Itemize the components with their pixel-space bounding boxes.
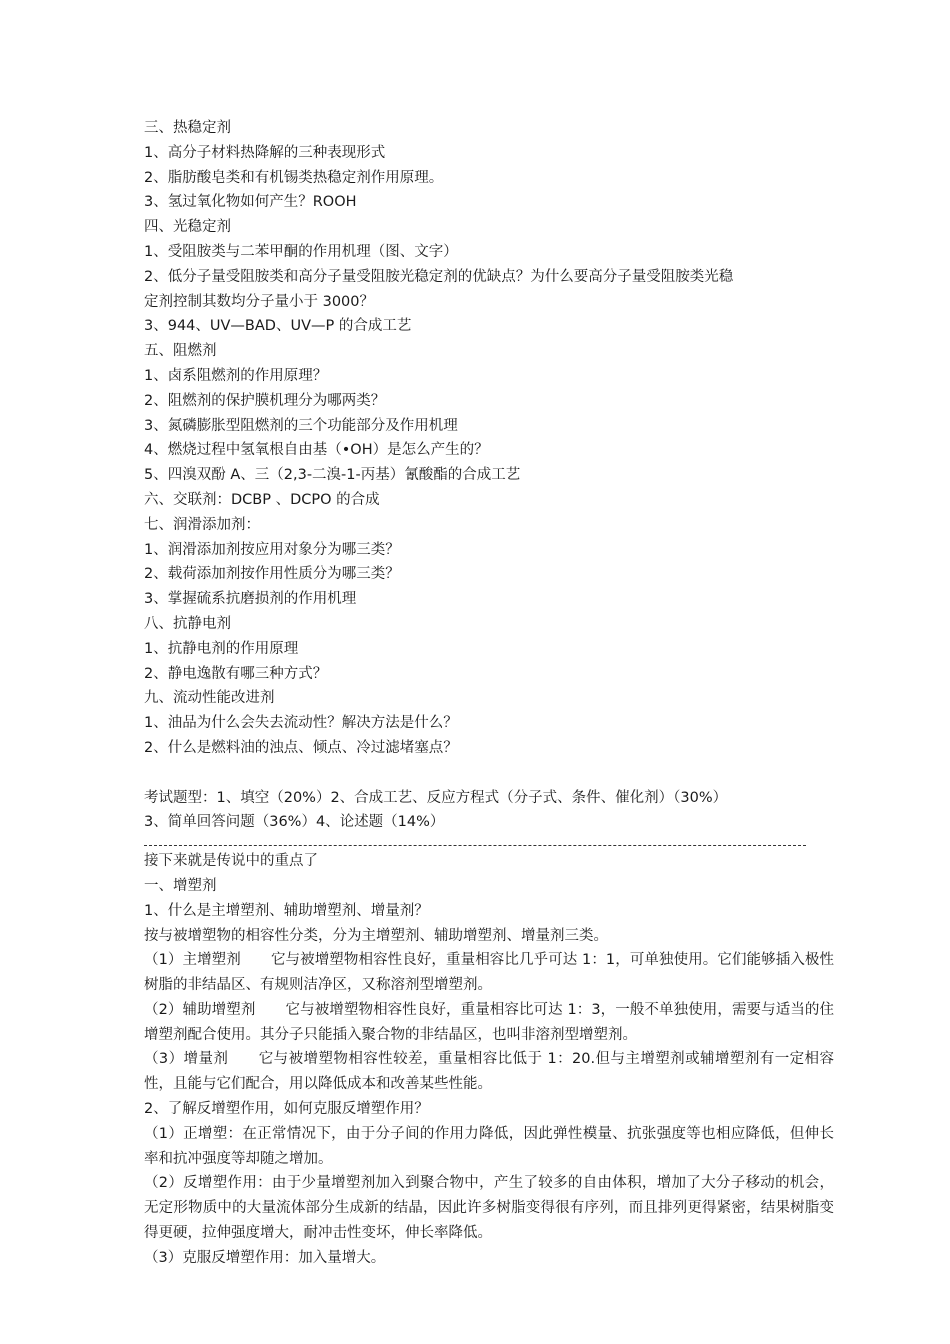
outline-line: 定剂控制其数均分子量小于 3000？ <box>144 293 375 310</box>
definition-label: （3）增量剂 <box>144 1051 229 1068</box>
question: 2、了解反增塑作用，如何克服反增塑作用？ <box>144 1101 429 1118</box>
outline-line: 2、载荷添加剂按作用性质分为哪三类？ <box>144 566 400 583</box>
outline-line: 七、润滑添加剂： <box>144 516 260 533</box>
outline-line: 4、燃烧过程中氢氧根自由基（•OH）是怎么产生的？ <box>144 442 489 459</box>
exam-format-line: 3、简单回答问题（36%）4、论述题（14%） <box>144 814 445 831</box>
definition-paragraph <box>144 998 834 1048</box>
exam-format <box>144 786 834 836</box>
answer-paragraph: （3）克服反增塑作用：加入量增大。 <box>144 1249 386 1266</box>
answer-paragraph: （1）正增塑：在正常情况下，由于分子间的作用力降低，因此弹性模量、抗张强度等也相应降低，但伸长率和抗冲强度等却随之增加。 <box>144 1125 834 1167</box>
outline-line: 2、静电逸散有哪三种方式？ <box>144 665 328 682</box>
outline-line: 六、交联剂：DCBP 、DCPO 的合成 <box>144 491 380 508</box>
definition-text: 它与被增塑物相容性较差，重量相容比低于 1：20.但与主增塑剂或辅增塑剂有一定相容性，且能与它们配合，用以降低成本和改善某些性能。 <box>144 1051 834 1093</box>
definition-label: （2）辅助增塑剂 <box>144 1001 256 1018</box>
outline-line: 八、抗静电剂 <box>144 615 231 632</box>
outline-line: 九、流动性能改进剂 <box>144 690 275 707</box>
outline-line: 3、掌握硫系抗磨损剂的作用机理 <box>144 591 357 608</box>
outline-line: 2、低分子量受阻胺类和高分子量受阻胺光稳定剂的优缺点？为什么要高分子量受阻胺类光稳 <box>144 268 734 285</box>
question: 1、什么是主增塑剂、辅助增塑剂、增量剂？ <box>144 902 429 919</box>
document-body <box>144 116 834 1271</box>
outline-line: 四、光稳定剂 <box>144 219 231 236</box>
outline-line: 3、氮磷膨胀型阻燃剂的三个功能部分及作用机理 <box>144 417 458 434</box>
dashed-divider <box>144 845 806 846</box>
outline-line: 1、高分子材料热降解的三种表现形式 <box>144 144 386 161</box>
definition-text: 它与被增塑物相容性良好，重量相容比几乎可达 1：1，可单独使用。它们能够插入极性树脂的非结晶区、有规则洁净区，又称溶剂型增塑剂。 <box>144 952 834 994</box>
outline-line: 1、抗静电剂的作用原理 <box>144 640 299 657</box>
outline-line: 2、脂肪酸皂类和有机锡类热稳定剂作用原理。 <box>144 169 444 186</box>
outline-line: 3、944、UV—BAD、UV—P 的合成工艺 <box>144 318 412 335</box>
outline-line: 3、氢过氧化物如何产生？ROOH <box>144 194 357 211</box>
definition-text: 它与被增塑物相容性良好，重量相容比可达 1：3，一般不单独使用，需要与适当的住增塑剂配合使用。其分子只能插入聚合物的非结晶区，也叫非溶剂型增塑剂。 <box>144 1001 834 1043</box>
outline-line: 三、热稳定剂 <box>144 120 231 136</box>
exam-format-line: 考试题型：1、填空（20%）2、合成工艺、反应方程式（分子式、条件、催化剂）（30%） <box>144 789 728 806</box>
blank-line <box>144 761 834 786</box>
outline-line: 2、什么是燃料油的浊点、倾点、冷过滤堵塞点？ <box>144 739 458 756</box>
outline-line: 五、阻燃剂 <box>144 343 217 360</box>
definition-label: （1）主增塑剂 <box>144 952 241 969</box>
answer-line: 按与被增塑物的相容性分类，分为主增塑剂、辅助增塑剂、增量剂三类。 <box>144 927 608 944</box>
definition-paragraph <box>144 1047 834 1097</box>
outline-line: 1、卤系阻燃剂的作用原理？ <box>144 367 328 384</box>
section-heading: 一、增塑剂 <box>144 877 217 894</box>
outline-line: 1、受阻胺类与二苯甲酮的作用机理（图、文字） <box>144 243 458 260</box>
key-points-intro: 接下来就是传说中的重点了 <box>144 853 318 870</box>
key-points <box>144 849 834 1271</box>
outline-line: 5、四溴双酚 A、三（2,3-二溴-1-丙基）氰酸酯的合成工艺 <box>144 467 521 484</box>
outline-line: 1、润滑添加剂按应用对象分为哪三类？ <box>144 541 400 558</box>
answer-paragraph: （2）反增塑作用：由于少量增塑剂加入到聚合物中，产生了较多的自由体积，增加了大分子移动的机会，无定形物质中的大量流体部分生成新的结晶，因此许多树脂变得很有序列，而且排列更得紧密，结果树脂变得更硬，拉伸强度增大，耐冲击性变坏，伸长率降低。 <box>144 1175 834 1242</box>
outline-line: 2、阻燃剂的保护膜机理分为哪两类？ <box>144 392 386 409</box>
outline-list <box>144 116 834 761</box>
definition-paragraph <box>144 948 834 998</box>
outline-line: 1、油品为什么会失去流动性？解决方法是什么？ <box>144 715 458 732</box>
